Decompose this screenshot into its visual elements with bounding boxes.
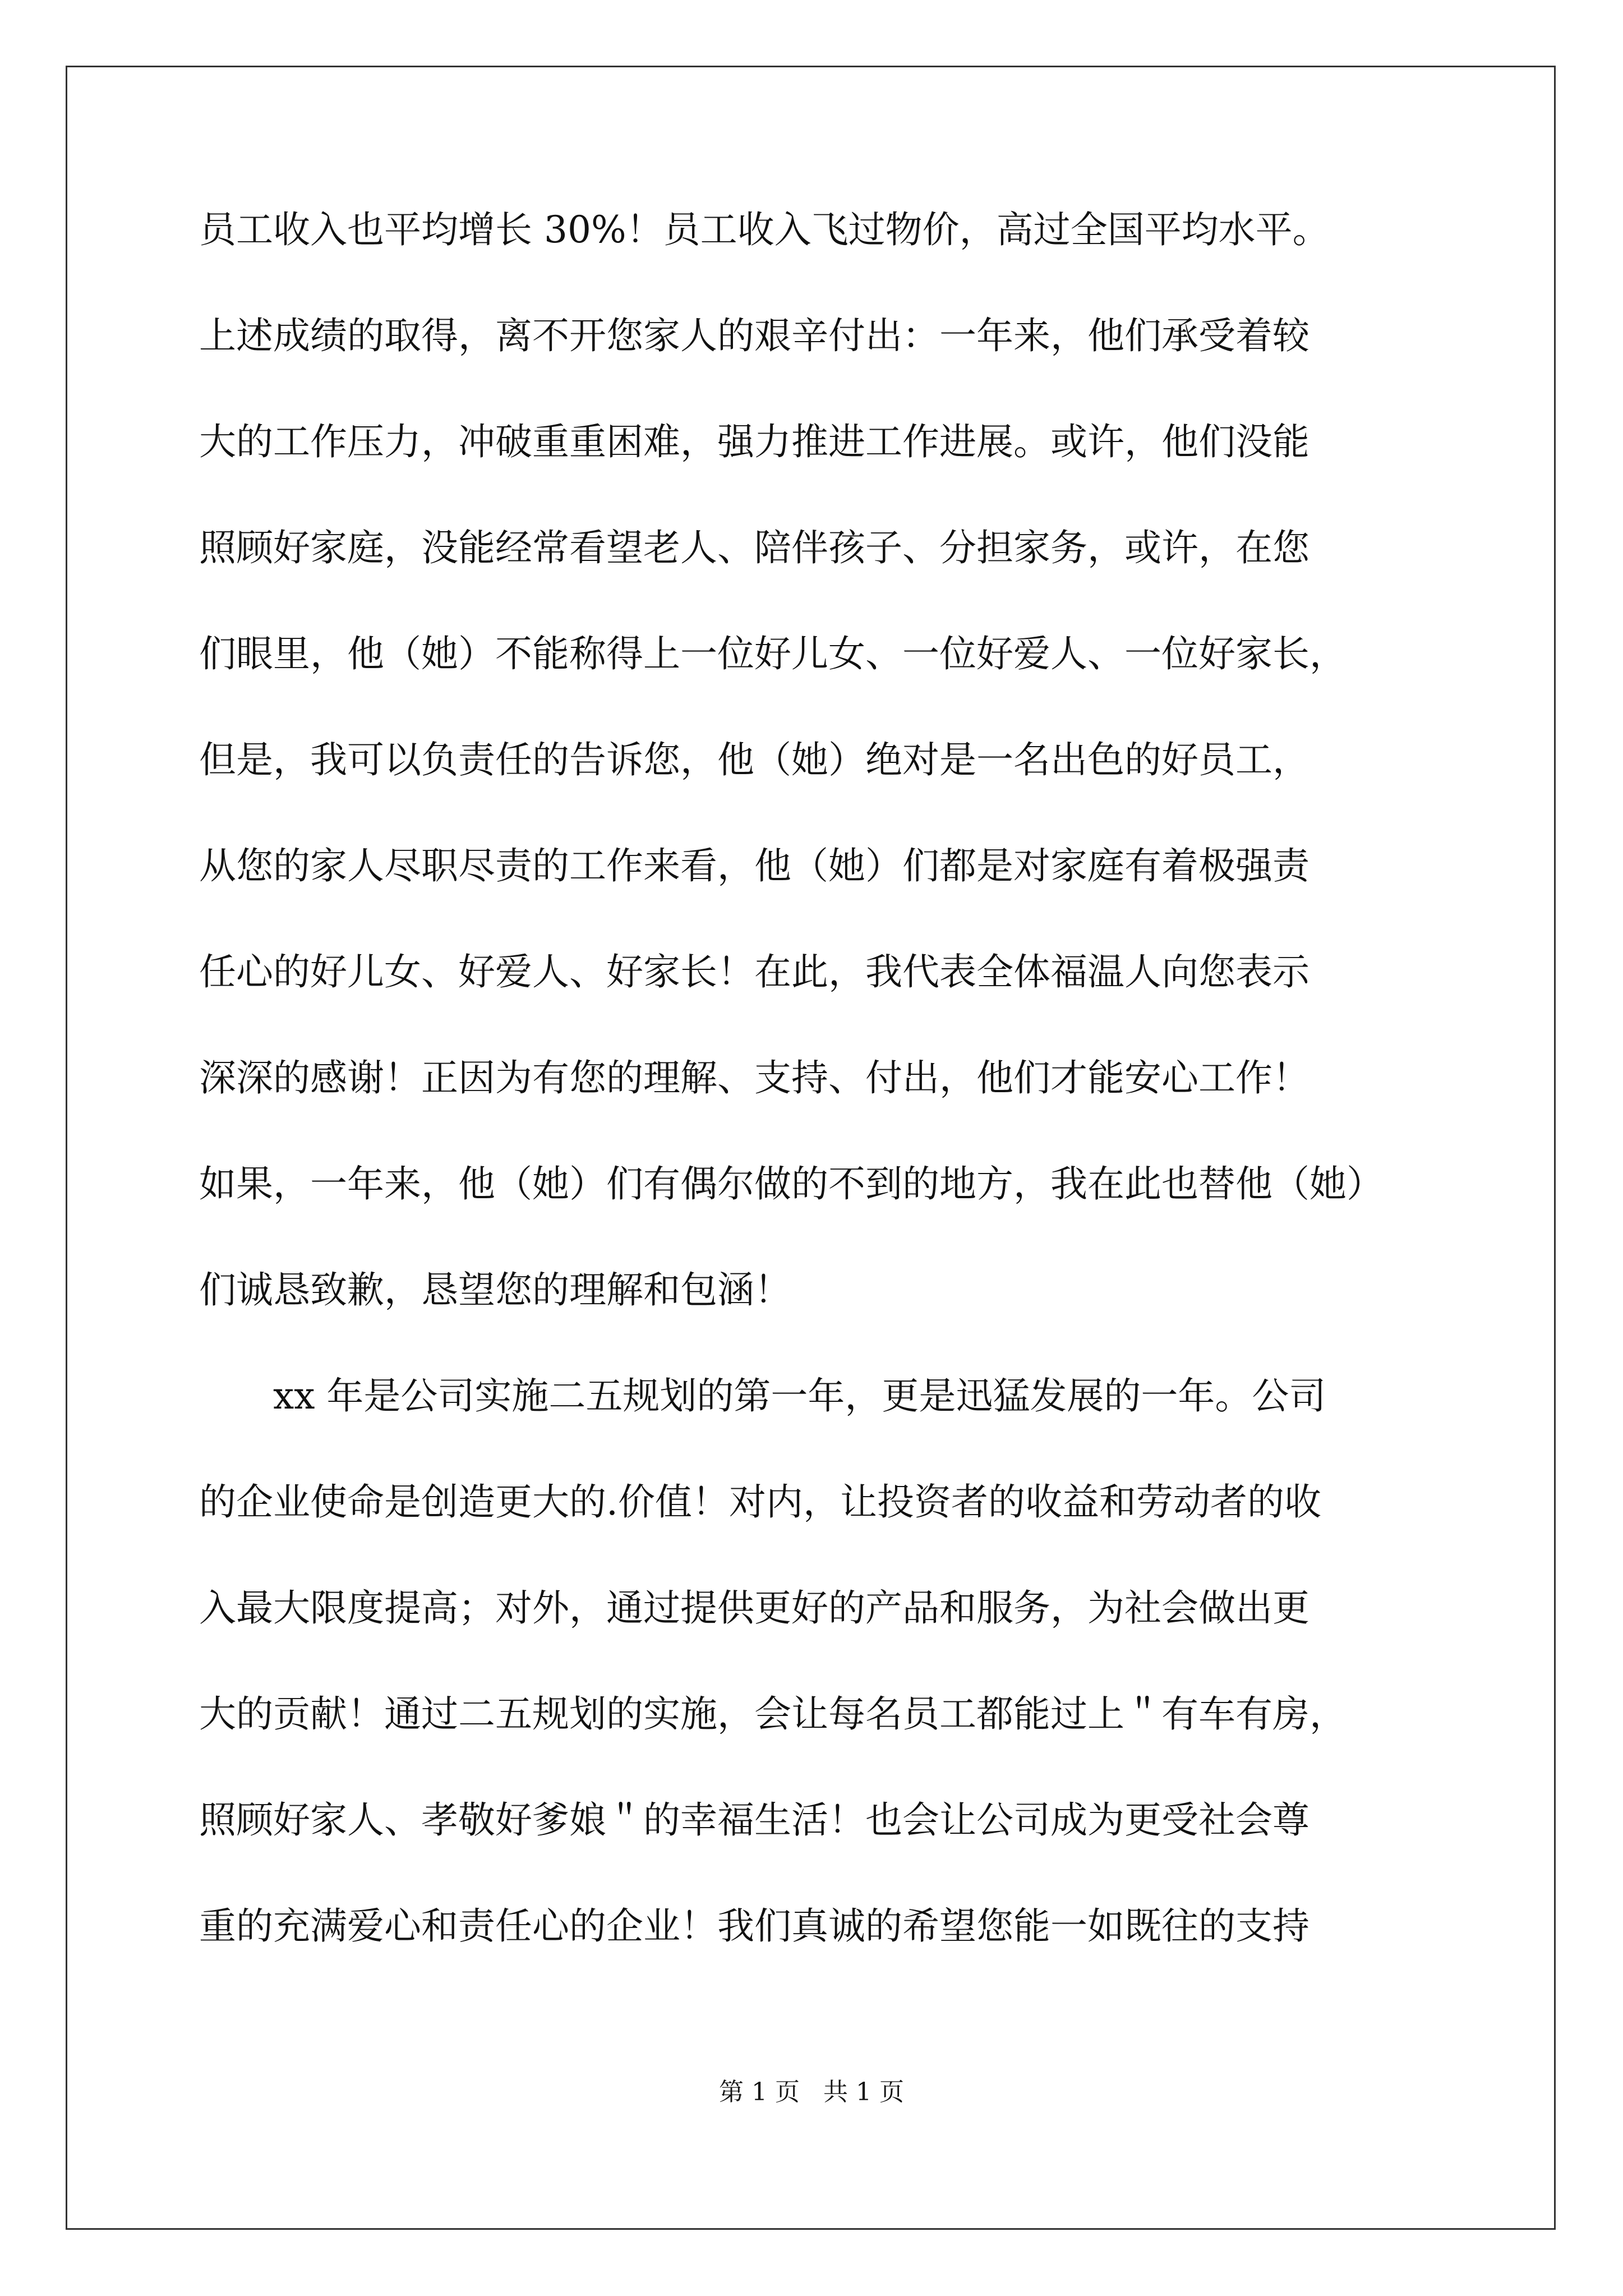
text-line: 员工收入也平均增长 30%！员工收入飞过物价，高过全国平均水平。 bbox=[199, 208, 1330, 251]
text-line: 的企业使命是创造更大的.价值！对内，让投资者的收益和劳动者的收 bbox=[199, 1480, 1321, 1524]
text-line: 大的工作压力，冲破重重困难，强力推进工作进展。或许，他们没能 bbox=[199, 420, 1310, 463]
text-line: 深深的感谢！正因为有您的理解、支持、付出，他们才能安心工作！ bbox=[199, 1056, 1310, 1099]
text-line: 们眼里，他（她）不能称得上一位好儿女、一位好爱人、一位好家长， bbox=[199, 632, 1347, 675]
text-line: 从您的家人尽职尽责的工作来看，他（她）们都是对家庭有着极强责 bbox=[199, 844, 1310, 887]
text-line: 大的贡献！通过二五规划的实施，会让每名员工都能过上＂有车有房， bbox=[199, 1692, 1347, 1736]
page-number-footer: 第 1 页 共 1 页 bbox=[719, 2078, 904, 2106]
text-line: 照顾好家庭，没能经常看望老人、陪伴孩子、分担家务，或许，在您 bbox=[199, 526, 1310, 569]
text-line: 任心的好儿女、好爱人、好家长！在此，我代表全体福温人向您表示 bbox=[199, 950, 1310, 993]
text-line: 如果，一年来，他（她）们有偶尔做的不到的地方，我在此也替他（她） bbox=[199, 1162, 1384, 1205]
paragraph-start-line: xx 年是公司实施二五规划的第一年，更是迅猛发展的一年。公司 bbox=[273, 1374, 1326, 1418]
text-line: 照顾好家人、孝敬好爹娘＂的幸福生活！也会让公司成为更受社会尊 bbox=[199, 1798, 1310, 1842]
text-line: 重的充满爱心和责任心的企业！我们真诚的希望您能一如既往的支持 bbox=[199, 1904, 1310, 1948]
text-line: 们诚恳致歉，恳望您的理解和包涵！ bbox=[199, 1268, 791, 1312]
text-line: 上述成绩的取得，离不开您家人的艰辛付出：一年来，他们承受着较 bbox=[199, 314, 1310, 357]
text-line: 入最大限度提高；对外，通过提供更好的产品和服务，为社会做出更 bbox=[199, 1586, 1310, 1630]
text-line: 但是，我可以负责任的告诉您，他（她）绝对是一名出色的好员工， bbox=[199, 738, 1310, 781]
